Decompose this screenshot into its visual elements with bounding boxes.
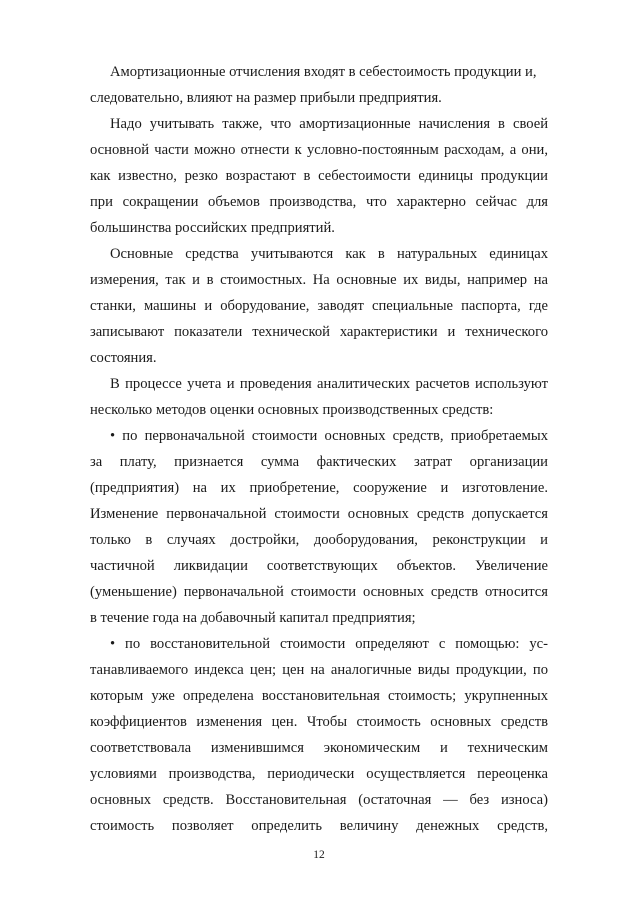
text-line: танавливаемого индекса цен; цен на аналогичные виды продукции, по (90, 662, 548, 678)
text-line: большинства российских предприятий. (90, 220, 335, 236)
text-line: (предприятия) на их приобретение, сооружение и изготовление. (90, 480, 548, 496)
text-line: условиями производства, периодически осуществляется переоценка (90, 766, 548, 782)
text-line: частичной ликвидации соответствующих объектов. Увеличение (90, 558, 548, 574)
text-line: В процессе учета и проведения аналитических расчетов используют (110, 376, 548, 392)
text-line: Основные средства учитываются как в натуральных единицах (110, 246, 548, 262)
text-line: (уменьшение) первоначальной стоимости основных средств относится (90, 584, 548, 600)
text-line: основных средств. Восстановительная (остаточная — без износа) (90, 792, 548, 808)
text-line: Изменение первоначальной стоимости основных средств допускается (90, 506, 548, 522)
text-line: в течение года на добавочный капитал предприятия; (90, 610, 416, 626)
text-line: которым уже определена восстановительная стоимость; укрупненных (90, 688, 548, 704)
text-line: • по восстановительной стоимости определяют с помощью: ус- (110, 636, 548, 652)
text-line: записывают показатели технической характеристики и технического (90, 324, 548, 340)
page-number: 12 (313, 849, 325, 861)
text-line: • по первоначальной стоимости основных средств, приобретаемых (110, 428, 548, 444)
text-line: при сокращении объемов производства, что характерно сейчас для (90, 194, 548, 210)
text-line: как известно, резко возрастают в себестоимости единицы продукции (90, 168, 548, 184)
text-line: соответствовала изменившимся экономическим и техническим (90, 740, 548, 756)
text-line: несколько методов оценки основных производственных средств: (90, 402, 494, 418)
text-line: Надо учитывать также, что амортизационные начисления в своей (110, 116, 548, 132)
text-line: станки, машины и оборудование, заводят специальные паспорта, где (90, 298, 548, 314)
text-line: за плату, признается сумма фактических затрат организации (90, 454, 548, 470)
text-line: коэффициентов изменения цен. Чтобы стоимость основных средств (90, 714, 548, 730)
text-line: основной части можно отнести к условно-постоянным расходам, а они, (90, 142, 548, 158)
text-line: только в случаях достройки, дооборудования, реконструкции и (90, 532, 548, 548)
text-line: Амортизационные отчисления входят в себестоимость продукции и, (110, 64, 537, 80)
text-line: стоимость позволяет определить величину денежных средств, (90, 818, 548, 834)
text-line: состояния. (90, 350, 157, 366)
text-line: измерения, так и в стоимостных. На основные их виды, например на (90, 272, 548, 288)
text-line: следовательно, влияют на размер прибыли предприятия. (90, 90, 442, 106)
